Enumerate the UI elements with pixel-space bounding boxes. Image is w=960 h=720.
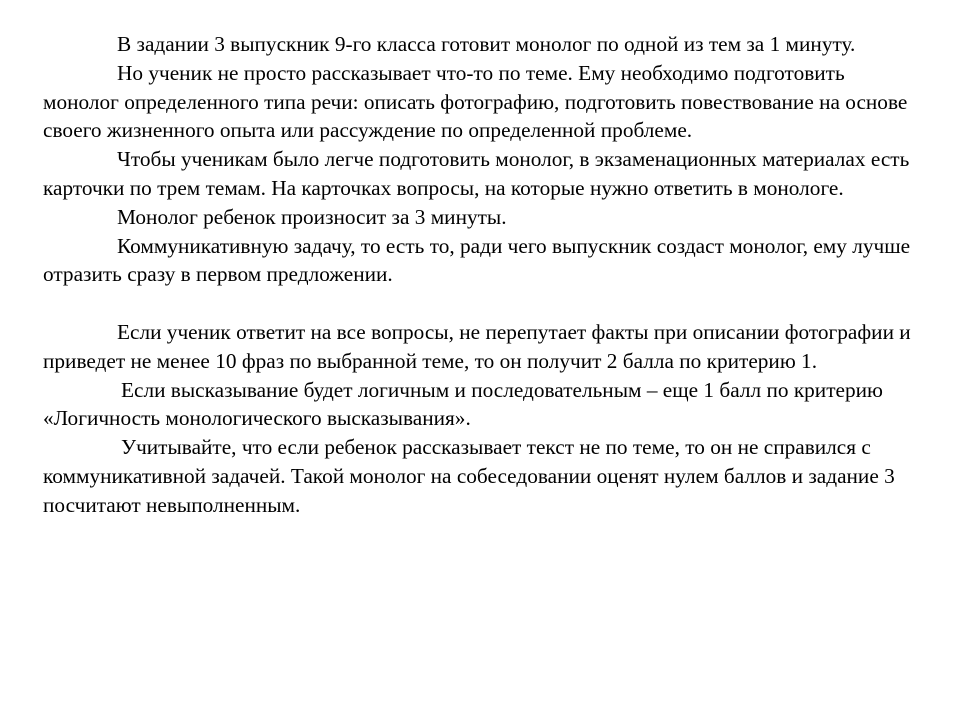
paragraph-cards: Чтобы ученикам было легче подготовить монолог, в экзаменационных материалах есть карточки по трем темам. На карточках вопросы, на которые нужно ответить в монологе. — [43, 147, 910, 200]
paragraph-communicative-task: Коммуникативную задачу, то есть то, ради чего выпускник создаст монолог, ему лучше отразить сразу в первом предложении. — [43, 233, 911, 287]
paragraph-off-topic: Учитывайте, что если ребенок рассказывает текст не по теме, то он не справился с коммуникативной задачей. Такой монолог на собеседовании оценят нулем баллов и задание 3 посчитают невыполненным. — [43, 435, 895, 517]
paragraph-monologue-types: Но ученик не просто рассказывает что-то по теме. Ему необходимо подготовить монолог определенного типа речи: описать фотографию, подготовить повествование на основе своего жизненного опыта или рассуждение по определенной проблеме. — [43, 60, 908, 143]
paragraph-logic-criterion: Если высказывание будет логичным и последовательным – еще 1 балл по критерию «Логичность монологического высказывания». — [43, 377, 883, 431]
paragraph-criterion-1: Если ученик ответит на все вопросы, не перепутает факты при описании фотографии и приведет не менее 10 фраз по выбранной теме, то он получит 2 балла по критерию 1. — [43, 319, 911, 373]
paragraph-duration: Монолог ребенок произносит за 3 минуты. — [117, 204, 507, 229]
blank-line — [43, 289, 920, 318]
paragraph-task-intro: В задании 3 выпускник 9-го класса готовит монолог по одной из тем за 1 минуту. — [117, 32, 856, 56]
